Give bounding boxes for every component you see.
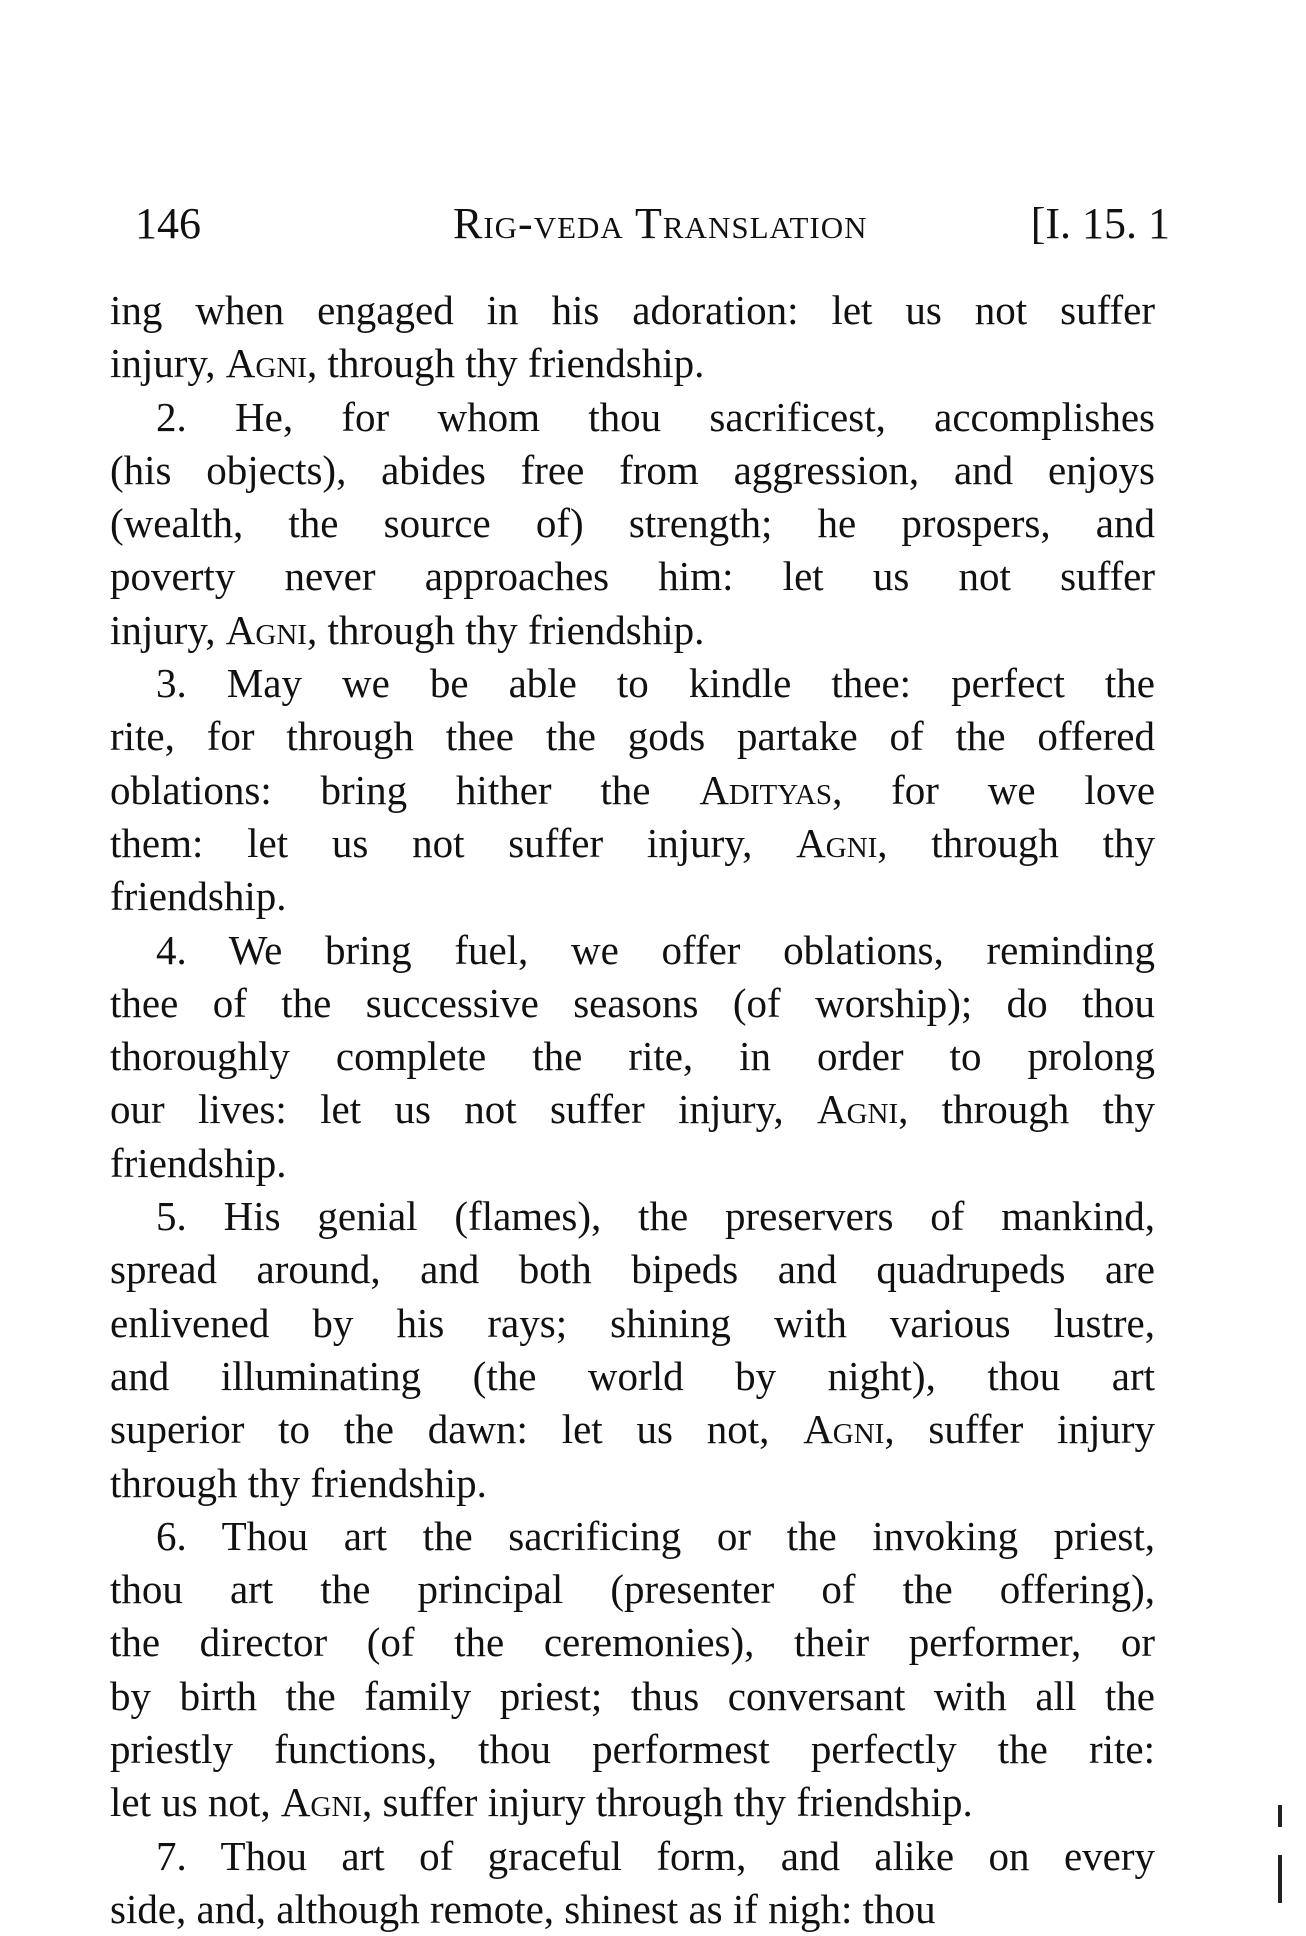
text-line: injury, Agni, through thy friendship.	[110, 606, 705, 653]
verse-2-start: 2. He, for whom thou sacrificest, accomplishes	[156, 393, 1155, 440]
text-line: them: let us not suffer injury, Agni, through thy	[110, 819, 1155, 866]
text-line: thou art the principal (presenter of the offering),	[110, 1566, 1155, 1613]
body-text	[110, 284, 1155, 1936]
text-line: by birth the family priest; thus conversant with all the	[110, 1672, 1155, 1719]
text-line: side, and, although remote, shinest as if nigh: thou	[110, 1885, 936, 1932]
text-line: our lives: let us not suffer injury, Agni, through thy	[110, 1086, 1155, 1133]
text-line: priestly functions, thou performest perfectly the rite:	[110, 1726, 1155, 1773]
text-line: spread around, and both bipeds and quadrupeds are	[110, 1246, 1155, 1293]
text-line: through thy friendship.	[110, 1459, 487, 1506]
text-line: thee of the successive seasons (of worship); do thou	[110, 979, 1155, 1026]
text-line: friendship.	[110, 1139, 287, 1186]
text-line: enlivened by his rays; shining with various lustre,	[110, 1299, 1155, 1346]
text-line: thoroughly complete the rite, in order to prolong	[110, 1033, 1155, 1080]
text-line: (wealth, the source of) strength; he prospers, and	[110, 500, 1155, 547]
text-line: injury, Agni, through thy friendship.	[110, 340, 705, 387]
scan-edge-marks	[1278, 1805, 1284, 1905]
text-line: poverty never approaches him: let us not suffer	[110, 553, 1155, 600]
verse-4-start: 4. We bring fuel, we offer oblations, reminding	[156, 926, 1155, 973]
section-reference: [I. 15. 1	[1030, 199, 1170, 248]
verse-3-start: 3. May we be able to kindle thee: perfect the	[156, 660, 1155, 707]
text-line: oblations: bring hither the Adityas, for we love	[110, 766, 1156, 813]
text-line: ing when engaged in his adoration: let us not suffer	[110, 287, 1155, 333]
text-line: (his objects), abides free from aggression, and enjoys	[110, 446, 1155, 493]
text-line: superior to the dawn: let us not, Agni, suffer injury	[110, 1406, 1155, 1453]
text-line: the director (of the ceremonies), their performer, or	[110, 1619, 1155, 1666]
verse-6-start: 6. Thou art the sacrificing or the invoking priest,	[156, 1512, 1155, 1559]
running-title: Rig-veda Translation	[453, 199, 868, 248]
scan-mark	[1278, 1805, 1282, 1827]
verse-5-start: 5. His genial (flames), the preservers of mankind,	[156, 1193, 1155, 1240]
page-number: 146	[135, 199, 201, 248]
text-line: rite, for through thee the gods partake of the offered	[110, 713, 1155, 760]
text-line: let us not, Agni, suffer injury through thy friendship.	[110, 1779, 973, 1826]
running-head	[135, 198, 1170, 258]
verse-7-start: 7. Thou art of graceful form, and alike on every	[156, 1832, 1155, 1879]
text-line: friendship.	[110, 873, 287, 920]
scan-mark	[1278, 1855, 1282, 1903]
text-line: and illuminating (the world by night), thou art	[110, 1352, 1155, 1399]
